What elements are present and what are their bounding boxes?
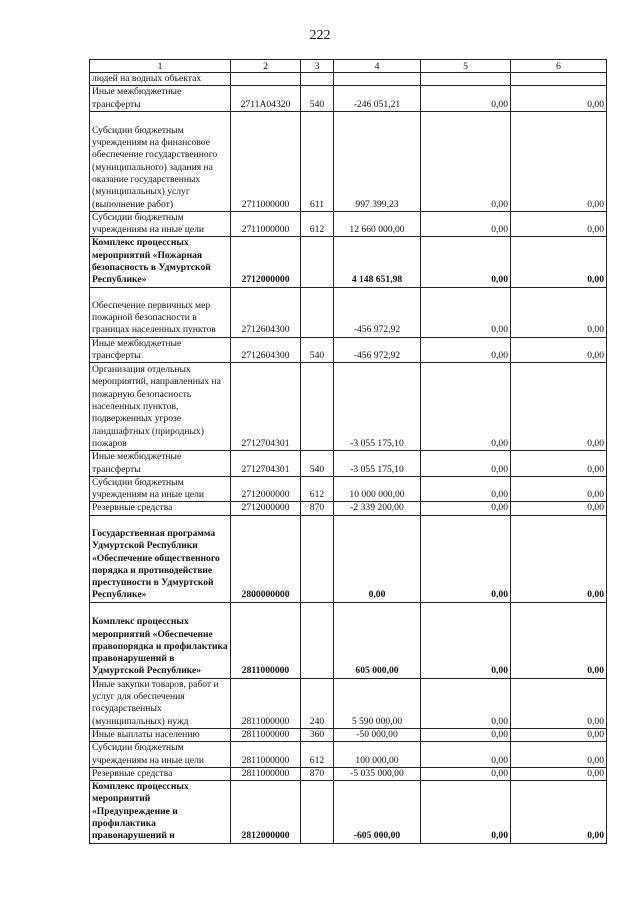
row-name: Организация отдельных мероприятий, направленных на пожарную безопасность населенных пунктов, подверженных угрозе ландшафтных (природных) пожаров xyxy=(90,363,231,451)
row-amount: -3 055 175,10 xyxy=(334,451,421,477)
row-col6: 0,00 xyxy=(511,237,607,287)
row-code: 2712704301 xyxy=(231,363,301,451)
row-expense-type: 612 xyxy=(301,476,334,502)
row-code xyxy=(231,73,301,86)
row-expense-type: 540 xyxy=(301,86,334,112)
row-code: 2712000000 xyxy=(231,502,301,515)
table-row xyxy=(90,287,607,337)
table-row xyxy=(90,678,607,728)
row-name: Резервные средства xyxy=(90,767,231,780)
table-row xyxy=(90,742,607,768)
row-name: Обеспечение первичных мер пожарной безопасности в границах населенных пунктов xyxy=(90,287,231,337)
row-code: 2811000000 xyxy=(231,742,301,768)
row-col6: 0,00 xyxy=(511,363,607,451)
column-header: 6 xyxy=(511,60,607,73)
row-col5: 0,00 xyxy=(421,678,511,728)
row-name: Иные выплаты населению xyxy=(90,728,231,741)
row-amount: 10 000 000,00 xyxy=(334,476,421,502)
row-col6: 0,00 xyxy=(511,111,607,211)
row-name: людей на водных объектах xyxy=(90,73,231,86)
row-amount: -456 972,92 xyxy=(334,337,421,363)
row-col6: 0,00 xyxy=(511,337,607,363)
row-expense-type: 611 xyxy=(301,111,334,211)
row-amount: 12 660 000,00 xyxy=(334,211,421,237)
table-row xyxy=(90,476,607,502)
row-expense-type xyxy=(301,363,334,451)
row-code: 2811000000 xyxy=(231,678,301,728)
column-header: 5 xyxy=(421,60,511,73)
row-col6: 0,00 xyxy=(511,781,607,843)
column-header: 4 xyxy=(334,60,421,73)
row-col6: 0,00 xyxy=(511,742,607,768)
table-row xyxy=(90,86,607,112)
row-col5: 0,00 xyxy=(421,515,511,602)
row-expense-type: 360 xyxy=(301,728,334,741)
row-expense-type: 540 xyxy=(301,451,334,477)
table-row xyxy=(90,73,607,86)
row-col5: 0,00 xyxy=(421,111,511,211)
row-col5: 0,00 xyxy=(421,781,511,843)
row-code: 2811000000 xyxy=(231,602,301,678)
row-amount: -246 051,21 xyxy=(334,86,421,112)
budget-table xyxy=(89,59,607,844)
row-name: Субсидии бюджетным учреждениям на финансовое обеспечение государственного (муниципального) задания на оказание государственных (муниципальных) услуг (выполнение работ) xyxy=(90,111,231,211)
row-col6: 0,00 xyxy=(511,678,607,728)
table-row xyxy=(90,211,607,237)
table-row xyxy=(90,451,607,477)
row-amount: 100 000,00 xyxy=(334,742,421,768)
row-name: Субсидии бюджетным учреждениям на иные цели xyxy=(90,742,231,768)
table-row xyxy=(90,728,607,741)
row-code: 2812000000 xyxy=(231,781,301,843)
row-col6: 0,00 xyxy=(511,515,607,602)
row-name: Государственная программа Удмуртской Республики «Обеспечение общественного порядка и противодействие преступности в Удмуртской Республике» xyxy=(90,515,231,602)
row-col6: 0,00 xyxy=(511,451,607,477)
table-row xyxy=(90,767,607,780)
row-col6: 0,00 xyxy=(511,728,607,741)
row-col5: 0,00 xyxy=(421,728,511,741)
row-amount: 605 000,00 xyxy=(334,602,421,678)
row-code: 2711000000 xyxy=(231,111,301,211)
row-amount: -3 055 175,10 xyxy=(334,363,421,451)
row-col5: 0,00 xyxy=(421,451,511,477)
row-amount: 997 399,23 xyxy=(334,111,421,211)
row-col5: 0,00 xyxy=(421,602,511,678)
table-row xyxy=(90,363,607,451)
row-col5: 0,00 xyxy=(421,287,511,337)
table-row xyxy=(90,502,607,515)
row-col5: 0,00 xyxy=(421,86,511,112)
row-expense-type xyxy=(301,287,334,337)
row-code: 2711000000 xyxy=(231,211,301,237)
row-expense-type: 870 xyxy=(301,767,334,780)
row-amount xyxy=(334,73,421,86)
column-header: 2 xyxy=(231,60,301,73)
row-name: Комплекс процессных мероприятий «Предупреждение и профилактика правонарушений и xyxy=(90,781,231,843)
header-row xyxy=(90,60,607,73)
row-code: 2811000000 xyxy=(231,728,301,741)
row-name: Субсидии бюджетным учреждениям на иные цели xyxy=(90,211,231,237)
table-row xyxy=(90,515,607,602)
row-col5: 0,00 xyxy=(421,767,511,780)
row-code: 2811000000 xyxy=(231,767,301,780)
row-col6: 0,00 xyxy=(511,502,607,515)
row-code: 2711А04320 xyxy=(231,86,301,112)
row-amount: -5 035 000,00 xyxy=(334,767,421,780)
row-name: Иные межбюджетные трансферты xyxy=(90,337,231,363)
row-expense-type xyxy=(301,781,334,843)
row-expense-type: 612 xyxy=(301,211,334,237)
row-amount: -456 972,92 xyxy=(334,287,421,337)
row-name: Иные межбюджетные трансферты xyxy=(90,86,231,112)
row-name: Резервные средства xyxy=(90,502,231,515)
row-name: Комплекс процессных мероприятий «Обеспечение правопорядка и профилактика правонарушений в Удмуртской Республике» xyxy=(90,602,231,678)
row-amount: 0,00 xyxy=(334,515,421,602)
row-code: 2712000000 xyxy=(231,476,301,502)
row-code: 2712704301 xyxy=(231,451,301,477)
row-expense-type xyxy=(301,237,334,287)
table-row xyxy=(90,237,607,287)
page-number: 222 xyxy=(309,28,331,43)
row-col5: 0,00 xyxy=(421,237,511,287)
row-col6: 0,00 xyxy=(511,767,607,780)
row-col6: 0,00 xyxy=(511,476,607,502)
row-col5 xyxy=(421,73,511,86)
row-col5: 0,00 xyxy=(421,742,511,768)
table-row xyxy=(90,781,607,843)
row-amount: 5 590 000,00 xyxy=(334,678,421,728)
row-expense-type: 240 xyxy=(301,678,334,728)
table-row xyxy=(90,337,607,363)
row-code: 2712604300 xyxy=(231,287,301,337)
row-code: 2712604300 xyxy=(231,337,301,363)
table-row xyxy=(90,602,607,678)
row-col5: 0,00 xyxy=(421,211,511,237)
row-amount: -605 000,00 xyxy=(334,781,421,843)
row-code: 2712000000 xyxy=(231,237,301,287)
row-expense-type xyxy=(301,515,334,602)
row-expense-type: 612 xyxy=(301,742,334,768)
column-header: 1 xyxy=(90,60,231,73)
row-expense-type xyxy=(301,602,334,678)
column-header: 3 xyxy=(301,60,334,73)
row-col6: 0,00 xyxy=(511,86,607,112)
row-expense-type: 540 xyxy=(301,337,334,363)
row-col5: 0,00 xyxy=(421,502,511,515)
row-name: Субсидии бюджетным учреждениям на иные цели xyxy=(90,476,231,502)
row-code: 2800000000 xyxy=(231,515,301,602)
row-expense-type xyxy=(301,73,334,86)
row-col6: 0,00 xyxy=(511,602,607,678)
table-row xyxy=(90,111,607,211)
row-col6 xyxy=(511,73,607,86)
row-col5: 0,00 xyxy=(421,476,511,502)
row-col6: 0,00 xyxy=(511,287,607,337)
row-col5: 0,00 xyxy=(421,337,511,363)
row-name: Иные межбюджетные трансферты xyxy=(90,451,231,477)
row-col5: 0,00 xyxy=(421,363,511,451)
row-name: Комплекс процессных мероприятий «Пожарная безопасность в Удмуртской Республике» xyxy=(90,237,231,287)
row-name: Иные закупки товаров, работ и услуг для обеспечения государственных (муниципальных) нужд xyxy=(90,678,231,728)
row-amount: -2 339 200,00 xyxy=(334,502,421,515)
row-amount: 4 148 651,98 xyxy=(334,237,421,287)
row-amount: -50 000,00 xyxy=(334,728,421,741)
row-col6: 0,00 xyxy=(511,211,607,237)
row-expense-type: 870 xyxy=(301,502,334,515)
